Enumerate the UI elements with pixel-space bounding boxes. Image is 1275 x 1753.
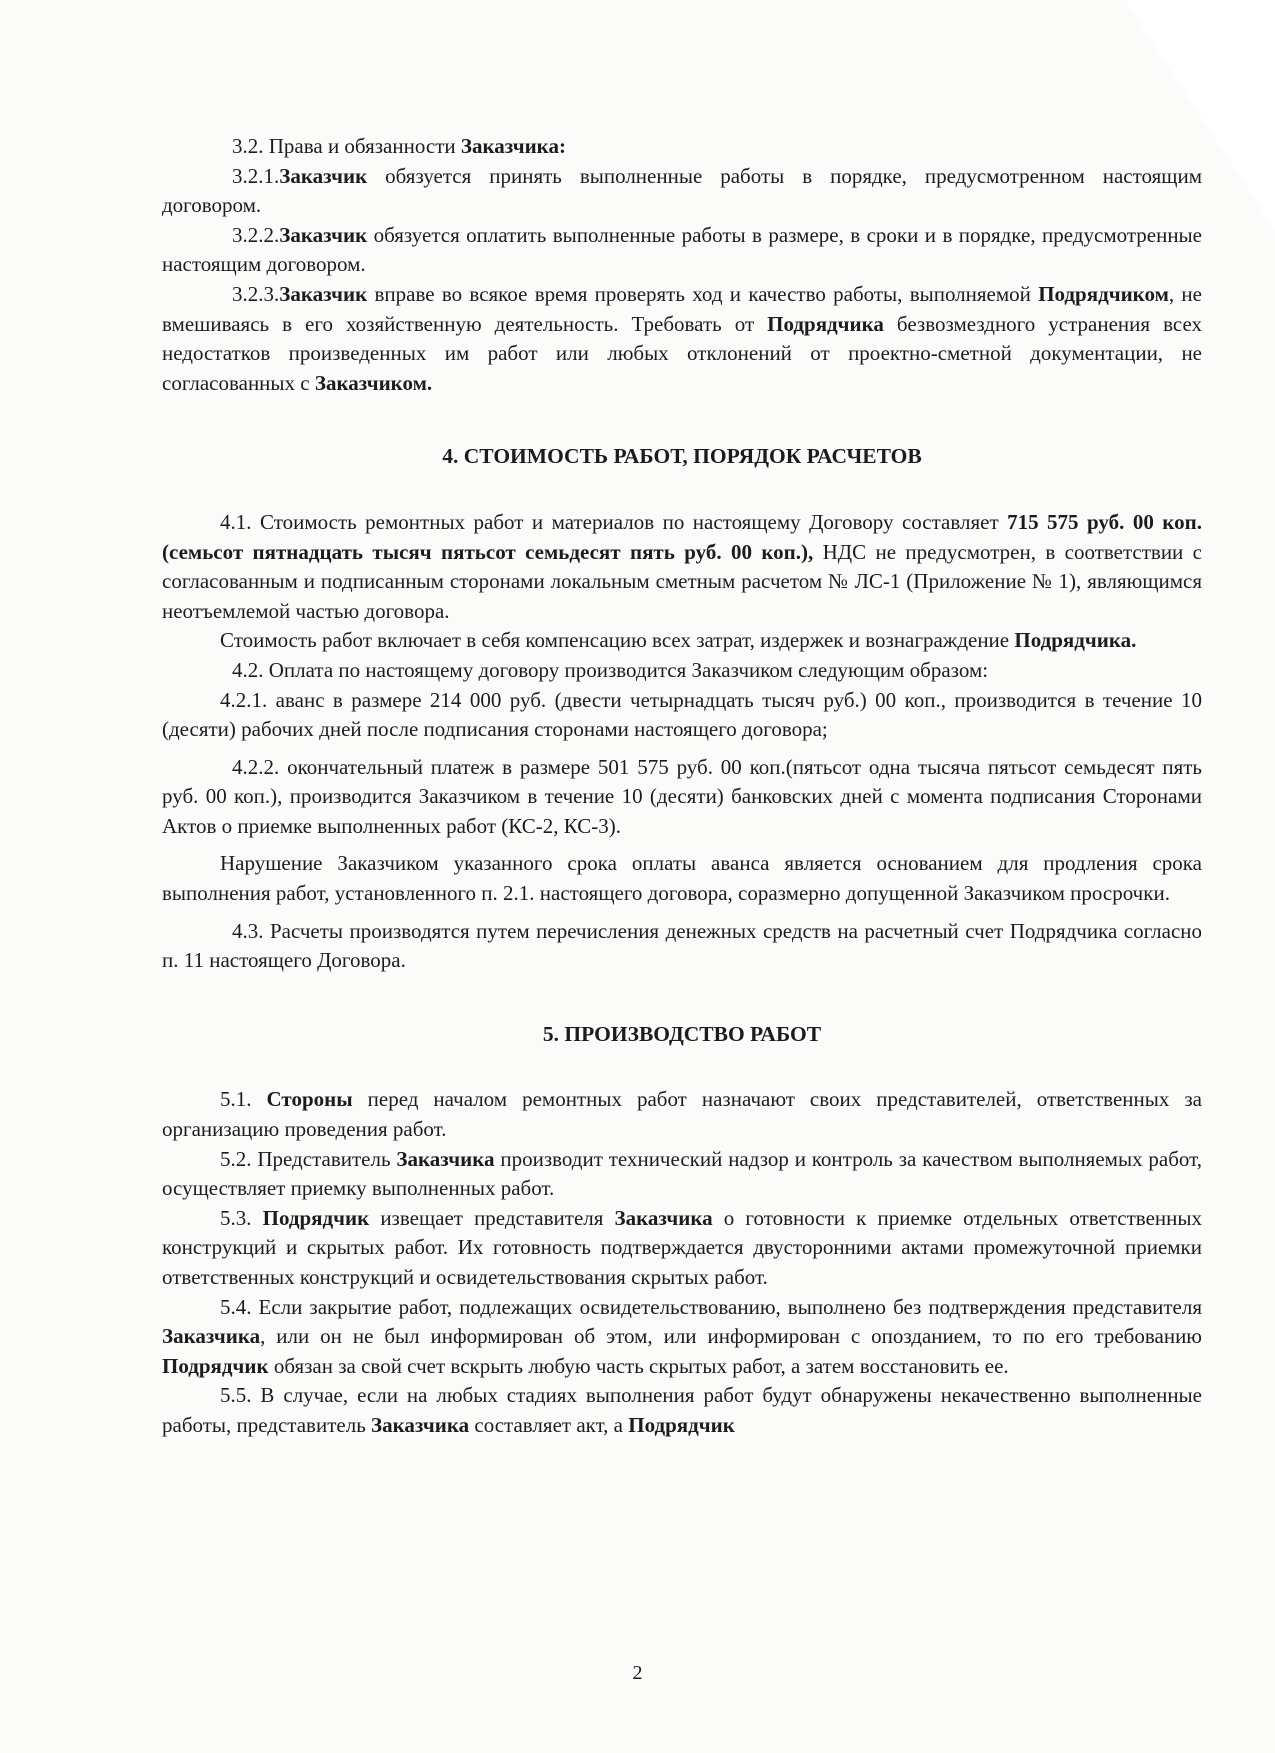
section-4-heading: 4. СТОИМОСТЬ РАБОТ, ПОРЯДОК РАСЧЕТОВ — [442, 444, 922, 469]
clause-3-2-1: 3.2.1.Заказчик обязуется принять выполненные работы в порядке, предусмотренном настоящим договором. — [162, 163, 1202, 218]
clause-3-2-3: 3.2.3.Заказчик вправе во всякое время проверять ход и качество работы, выполняемой Подрядчиком, не вмешиваясь в его хозяйственную деятельность. Требовать от Подрядчика безвозмездного устранения всех недостатков произведенных им работ или любых отклонений от проектно-сметной документации, не согласованных с Заказчиком. — [162, 281, 1203, 395]
clause-4-violation: Нарушение Заказчиком указанного срока оплаты аванса является основанием для продления срока выполнения работ, установленного п. 2.1. настоящего договора, соразмерно допущенной Заказчиком просрочки. — [162, 851, 1202, 906]
clause-4-2-1: 4.2.1. аванс в размере 214 000 руб. (двести четырнадцать тысяч руб.) 00 коп., производится в течение 10 (десяти) рабочих дней после подписания сторонами настоящего договора; — [162, 687, 1202, 742]
page-number: 2 — [632, 1662, 643, 1684]
clause-4-3: 4.3. Расчеты производятся путем перечисления денежных средств на расчетный счет Подрядчика согласно п. 11 настоящего Договора. — [162, 918, 1202, 973]
clause-5-5: 5.5. В случае, если на любых стадиях выполнения работ будут обнаружены некачественно выполненные работы, представитель Заказчика составляет акт, а Подрядчик — [162, 1383, 1202, 1437]
clause-5-1: 5.1. Стороны перед началом ремонтных работ назначают своих представителей, ответственных за организацию проведения работ. — [162, 1087, 1203, 1142]
clause-5-2: 5.2. Представитель Заказчика производит технический надзор и контроль за качеством выполняемых работ, осуществляет приемку выполненных работ. — [162, 1146, 1202, 1201]
clause-5-3: 5.3. Подрядчик извещает представителя Заказчика о готовности к приемке отдельных ответственных конструкций и скрытых работ. Их готовность подтверждается двусторонними актами промежуточной приемки ответственных конструкций и освидетельствования скрытых работ. — [162, 1205, 1202, 1289]
section-5-heading: 5. ПРОИЗВОДСТВО РАБОТ — [542, 1021, 822, 1046]
document-body — [162, 132, 1202, 1441]
clause-3-2-2: 3.2.2.Заказчик обязуется оплатить выполненные работы в размере, в сроки и в порядке, предусмотренные настоящим договором. — [162, 222, 1202, 277]
clause-4-2: 4.2. Оплата по настоящему договору производится Заказчиком следующим образом: — [232, 657, 989, 682]
clause-5-4: 5.4. Если закрытие работ, подлежащих освидетельствованию, выполнено без подтверждения представителя Заказчика, или он не был информирован об этом, или информирован с опозданием, то по его требованию Подрядчик обязан за свой счет вскрыть любую часть скрытых работ, а затем восстановить ее. — [162, 1294, 1202, 1378]
clause-4-1: 4.1. Стоимость ремонтных работ и материалов по настоящему Договору составляет 715 575 руб. 00 коп. (семьсот пятнадцать тысяч пятьсот семьдесят пять руб. 00 коп.), НДС не предусмотрен, в соответствии с согласованным и подписанным сторонами локальным сметным расчетом № ЛС-1 (Приложение № 1), являющимся неотъемлемой частью договора. — [162, 509, 1202, 623]
clause-3-2: 3.2. Права и обязанности Заказчика: — [232, 134, 566, 158]
clause-4-2-2: 4.2.2. окончательный платеж в размере 501 575 руб. 00 коп.(пятьсот одна тысяча пятьсот семьдесят пять руб. 00 коп.), производится Заказчиком в течение 10 (десяти) банковских дней с момента подписания Сторонами Актов о приемке выполненных работ (КС-2, КС-3). — [162, 754, 1202, 838]
clause-4-1-cost-includes: Стоимость работ включает в себя компенсацию всех затрат, издержек и вознаграждение Подрядчика. — [220, 628, 1137, 653]
